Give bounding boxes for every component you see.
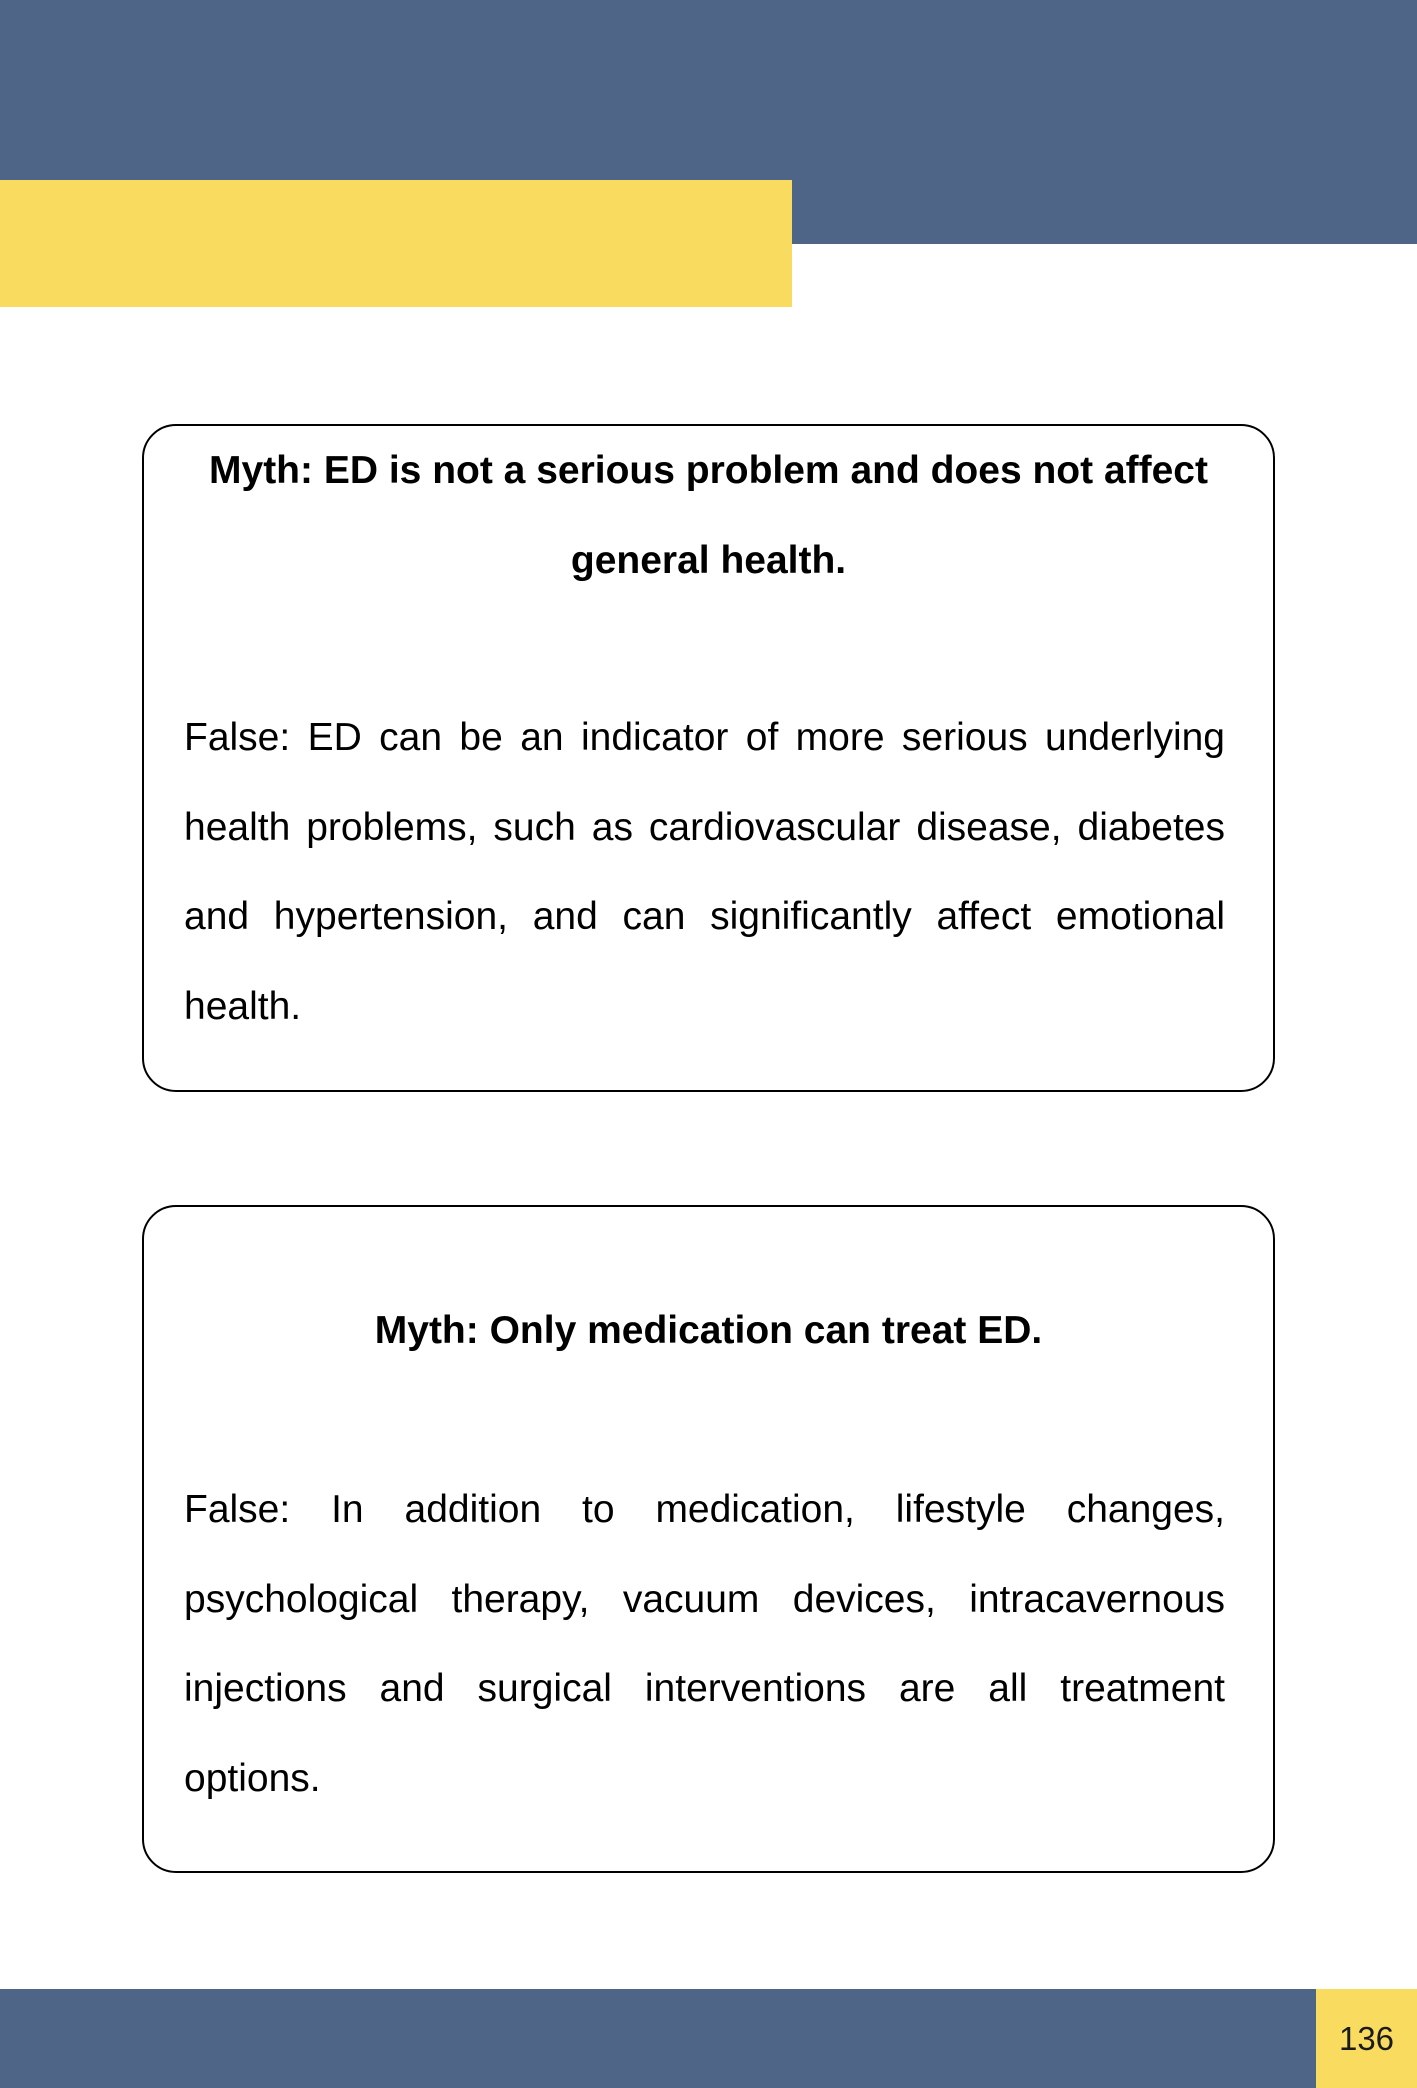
myth-card-2 [142, 1205, 1275, 1873]
myth-card-2-body: False: In addition to medication, lifestyle changes, psychological therapy, vacuum devices, intracavernous injections and surgical interventions are all treatment options. [184, 1488, 1225, 1800]
header-cutout [792, 244, 1417, 307]
header-accent-bar [0, 180, 792, 307]
myth-card-1-title: Myth: ED is not a serious problem and does not affect general health. [209, 449, 1208, 582]
footer-band [0, 1989, 1417, 2088]
page-number: 136 [1316, 1989, 1417, 2088]
myth-card-1 [142, 424, 1275, 1092]
myth-card-1-body: False: ED can be an indicator of more serious underlying health problems, such as cardiovascular disease, diabetes and hypertension, and can significantly affect emotional health. [184, 716, 1225, 1028]
myth-card-2-title: Myth: Only medication can treat ED. [374, 1309, 1043, 1352]
